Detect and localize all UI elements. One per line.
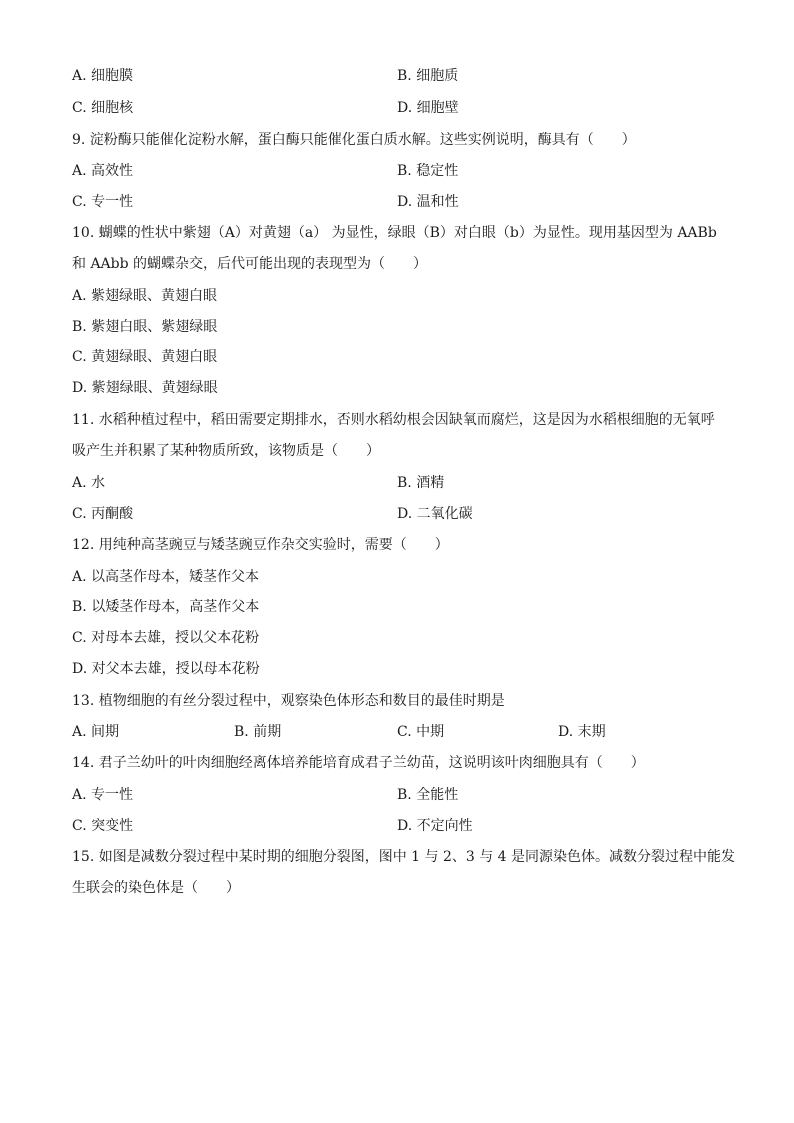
q10-option-a: A. 紫翅绿眼、黄翅白眼: [72, 288, 218, 304]
q10-option-c: C. 黄翅绿眼、黄翅白眼: [72, 349, 218, 365]
q9-option-c: C. 专一性: [72, 194, 134, 210]
q12-option-c: C. 对母本去雄，授以父本花粉: [72, 630, 260, 646]
q14-option-b: B. 全能性: [397, 787, 459, 803]
q9-option-b: B. 稳定性: [397, 163, 459, 179]
q11-stem-line2: 吸产生并积累了某种物质所致，该物质是（ ）: [72, 443, 380, 459]
q9-option-d: D. 温和性: [397, 194, 459, 210]
q15-stem-line1: 15. 如图是减数分裂过程中某时期的细胞分裂图，图中 1 与 2、3 与 4 是同源染色体。减数分裂过程中能发: [72, 849, 736, 865]
q9-stem: 9. 淀粉酶只能催化淀粉水解，蛋白酶只能催化蛋白质水解。这些实例说明，酶具有（ ）: [72, 132, 636, 148]
q14-option-c: C. 突变性: [72, 818, 134, 834]
q10-option-b: B. 紫翅白眼、紫翅绿眼: [72, 319, 218, 335]
q9-option-a: A. 高效性: [72, 163, 134, 179]
q8-option-d: D. 细胞壁: [397, 100, 459, 116]
q14-stem: 14. 君子兰幼叶的叶肉细胞经离体培养能培育成君子兰幼苗，这说明该叶肉细胞具有（ ）: [72, 755, 645, 771]
q10-stem-line2: 和 AAbb 的蝴蝶杂交，后代可能出现的表现型为（ ）: [72, 256, 428, 272]
q11-option-b: B. 酒精: [397, 475, 445, 491]
q8-option-a: A. 细胞膜: [72, 68, 134, 84]
q12-option-d: D. 对父本去雄，授以母本花粉: [72, 661, 260, 677]
q13-option-d: D. 末期: [558, 724, 606, 740]
q13-stem: 13. 植物细胞的有丝分裂过程中，观察染色体形态和数目的最佳时期是: [72, 693, 505, 709]
q8-option-b: B. 细胞质: [397, 68, 459, 84]
q11-stem-line1: 11. 水稻种植过程中，稻田需要定期排水，否则水稻幼根会因缺氧而腐烂，这是因为水稻根细胞的无氧呼: [72, 412, 715, 428]
q13-option-b: B. 前期: [234, 724, 282, 740]
q12-option-a: A. 以高茎作母本，矮茎作父本: [72, 569, 260, 585]
q14-option-a: A. 专一性: [72, 787, 134, 803]
q13-option-a: A. 间期: [72, 724, 120, 740]
q8-option-c: C. 细胞核: [72, 100, 134, 116]
q11-option-d: D. 二氧化碳: [397, 506, 473, 522]
q11-option-a: A. 水: [72, 475, 106, 491]
q14-option-d: D. 不定向性: [397, 818, 473, 834]
q10-stem-line1: 10. 蝴蝶的性状中紫翅（A）对黄翅（a） 为显性，绿眼（B）对白眼（b）为显性。现用基因型为 AABb: [72, 225, 717, 241]
q13-option-c: C. 中期: [397, 724, 445, 740]
q12-stem: 12. 用纯种高茎豌豆与矮茎豌豆作杂交实验时，需要（ ）: [72, 537, 449, 553]
q11-option-c: C. 丙酮酸: [72, 506, 134, 522]
q15-stem-line2: 生联会的染色体是（ ）: [72, 880, 240, 896]
q10-option-d: D. 紫翅绿眼、黄翅绿眼: [72, 380, 218, 396]
q12-option-b: B. 以矮茎作母本，高茎作父本: [72, 599, 260, 615]
